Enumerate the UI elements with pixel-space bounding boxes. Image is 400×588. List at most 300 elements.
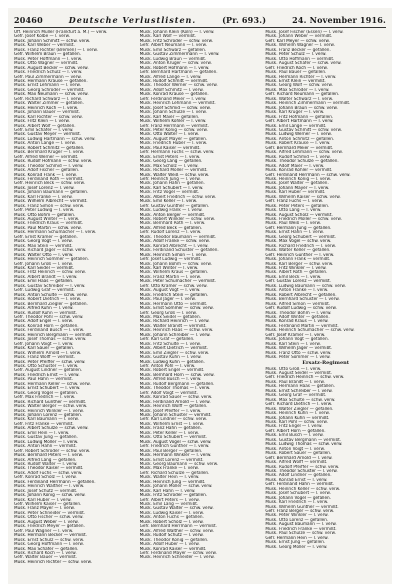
list-entry: Musk. Theodor Schuster — l. verw. (265, 468, 338, 473)
list-entry: Gefr. Johann Groß — l. verw. (14, 261, 73, 266)
list-entry: Gefr. Albert Neumann — l. verw. (139, 43, 208, 48)
list-entry: Musk. Konrad Horn — gefallen. (14, 323, 79, 328)
list-entry: Musk. Adolf Franke — schw. verw. (139, 239, 210, 244)
list-entry: Gefr. Adolf Voigt — vermißt. (139, 390, 198, 395)
list-entry: Musk. Emil Keller — l. verw. (139, 199, 198, 204)
list-entry: Musk. Peter Peters — gefallen. (265, 203, 330, 208)
list-entry: Musk. Otto Hoffmann — vermißt. (265, 56, 335, 61)
list-entry: Musk. Rudolf Pfeiffer — schw. verw. (265, 464, 340, 469)
list-entry: Musk. Friedrich Stein — gefallen. (139, 292, 209, 297)
list-entry: Musk. Hermann Otto — vermißt. (139, 301, 208, 306)
list-entry: Gefr. Paul Wagner — l. verw. (14, 528, 74, 533)
issue-number: (Pr. 693.) (222, 15, 267, 25)
list-entry: Musk. Walter Weiß — schw. verw. (139, 172, 210, 177)
list-entry: Musk. August Schäfer — schw. verw. (265, 61, 342, 66)
list-entry: Gefr. Karl Graf — gefallen. (139, 337, 195, 342)
list-entry: Gefr. Bernhard Meier — vermißt. (265, 145, 334, 150)
list-entry: Musk. Fritz Schröder — gefallen. (139, 493, 208, 498)
list-entry: Musk. Josef Schmid — schw. verw. (139, 105, 211, 110)
list-entry: Musk. Paul Martin — schw. verw. (14, 225, 82, 230)
list-entry: Musk. Theodor Schmid — l. verw. (14, 163, 84, 168)
list-entry: Musk. Gustav Schreiber — l. verw. (14, 283, 86, 288)
list-entry: Musk. Paul Hahn — vermißt. (14, 377, 74, 382)
list-entry: Musk. Alfred Lange — l. verw. (139, 74, 202, 79)
document-page (8, 8, 392, 584)
list-entry: Musk. Peter Schulz — l. verw. (265, 52, 327, 57)
list-entry: Musk. Ludwig Kaiser — l. verw. (139, 510, 205, 515)
list-entry: Musk. Wilhelm Köhler — l. verw. (139, 119, 207, 124)
list-entry: Musk. Richard Heinrich — l. verw. (139, 319, 210, 324)
list-entry: Musk. Hermann Richter — l. verw. (265, 74, 337, 79)
list-entry: Gefr. Richard Schwarz — l. verw. (14, 96, 82, 101)
list-entry: Musk. Franz Otto — schw. verw. (265, 350, 332, 355)
list-entry: Musk. Bernhard Roth — l. verw. (139, 221, 206, 226)
list-entry: Musk. August Mayer — gefallen. (139, 136, 208, 141)
list-entry: Musk. Albert Wolf — gefallen. (14, 123, 76, 128)
list-entry: Gefr. Robert Schröder — schw. verw. (14, 448, 91, 453)
list-entry: Gefr. Paul Zimmermann — verw. (14, 74, 82, 79)
list-entry: Musk. Anton Franke — l. verw. (265, 288, 329, 293)
list-entry: Musk. Ferdinand Arnold — l. verw. (139, 399, 211, 404)
list-entry: Musk. Adolf Schmitz — l. verw. (139, 87, 204, 92)
list-entry: Musk. Ferdinand Roth — vermißt. (14, 176, 84, 181)
list-entry: Musk. Robert Krause — l. verw. (265, 141, 331, 146)
list-entry: Gefr. Gustav Günther — gefallen. (139, 203, 210, 208)
list-entry: Musk. Paul Jäger — l. verw. (139, 297, 196, 302)
list-entry: Musk. August Scholz — vermißt. (265, 212, 333, 217)
list-entry: Musk. Walter Ziegler — gefallen. (265, 406, 334, 411)
list-entry: Musk. Josef Schubert — l. verw. (265, 491, 331, 496)
list-entry: Musk. Robert Scholz — l. verw. (139, 519, 204, 524)
list-entry: Musk. Karl Franke — l. verw. (14, 194, 73, 199)
list-entry: Musk. Emil Busch — l. verw. (265, 433, 324, 438)
section-heading: Ersatz-Regiment (302, 359, 350, 366)
list-entry: Gefr. Fritz Franke — vermißt. (14, 421, 74, 426)
list-entry: Gefr. Richard Neumann — gefallen. (265, 92, 340, 97)
list-entry: Musk. Alfred Lang — gefallen. (14, 457, 77, 462)
list-entry: Musk. Otto Wagner — vermißt. (14, 61, 79, 66)
list-entry: Musk. Heinrich Koch — l. verw. (14, 105, 79, 110)
list-entry: Musk. Wilhelm Kraus — gefallen. (139, 270, 209, 275)
list-entry: Musk. August Vogel — schw. verw. (139, 439, 212, 444)
list-entry: Gefr. Albert Hartmann — l. verw. (265, 119, 334, 124)
list-entry: Musk. Walter Brandt — vermißt. (139, 323, 207, 328)
list-entry: Musk. Anton Berger — vermißt. (139, 212, 206, 217)
list-entry: Musk. Ferdinand Busch — l. verw. (14, 328, 85, 333)
list-entry: Gefr. Hermann Hein — l. verw. (265, 535, 329, 540)
list-entry: Musk. Heinrich Kuhn — l. verw. (265, 411, 330, 416)
list-entry: Musk. Walter Zimmer — gefallen. (14, 101, 84, 106)
list-entry: Gefr. Franz Fuchs — l. verw. (265, 199, 323, 204)
list-entry: Musk. Alfred Simon — vermißt. (265, 301, 331, 306)
list-entry: Musk. Adolf Winter — gefallen. (265, 315, 330, 319)
list-entry: Gefr. Max Friedrich — l. verw. (14, 395, 76, 400)
list-entry: Musk. Franz Wolff — vermißt. (14, 355, 76, 360)
list-entry: Musk. Ludwig Werner — l. verw. (265, 132, 332, 137)
list-entry: Musk. Max Scholz — l. verw. (139, 163, 199, 168)
list-entry: Musk. Otto Fischer — schw. verw. (14, 515, 84, 520)
list-entry: Musk. Otto Groß — l. verw. (265, 366, 322, 371)
list-entry: Gefr. Otto Krämer — schw. verw. (139, 283, 208, 288)
list-entry: Musk. Josef Lorenz — l. verw. (14, 185, 75, 190)
list-entry: Gefr. Emil Schäfer — l. verw. (14, 127, 74, 132)
list-entry: Gefr. Johann Voigt — l. verw. (14, 341, 74, 346)
page-header (14, 14, 386, 26)
list-entry: Musk. Max Neumann — schw. verw. (14, 92, 89, 97)
list-entry: Musk. Richard Möller — vermißt. (139, 168, 208, 173)
list-entry: Gefr. Heinrich Jung — l. verw. (139, 176, 201, 181)
list-entry: Musk. Konrad Ernst — l. verw. (265, 477, 328, 482)
list-entry: Gefr. Josef Krämer — l. verw. (265, 332, 326, 337)
list-entry: Musk. Johann Böhm — schw. verw. (139, 261, 212, 266)
list-entry: Musk. Ferdinand Martin — vermißt. (265, 323, 339, 328)
list-entry: Musk. Theodor Kaiser — vermißt. (14, 466, 84, 471)
list-entry: Musk. Ernst Hahn — l. verw. (265, 230, 324, 235)
list-entry: Musk. Karl Baumann — l. verw. (14, 417, 79, 422)
issue-date: 24. November 1916. (292, 15, 386, 25)
list-entry: Gefr. Bernhard Herrmann — vermißt. (139, 524, 217, 529)
list-entry: Musk. Karl Schubert — l. verw. (139, 185, 204, 190)
list-entry: Musk. Georg Baumann — schw. verw. (139, 461, 219, 466)
list-entry: Gefr. Albert Peters — l. verw. (139, 497, 200, 502)
list-entry: Musk. Gustav Walter — schw. verw. (139, 506, 214, 511)
list-entry: Musk. Heinrich Schumacher — schw. verw. (265, 328, 355, 333)
list-entry: Musk. Johann Lorenz — gefallen. (14, 412, 83, 417)
list-entry: Musk. Karl Maier — gefallen. (139, 114, 200, 119)
list-entry: Musk. Karl Pohl — schw. verw. (265, 419, 328, 424)
list-entry: Musk. Ernst Jung — gefallen. (265, 540, 326, 545)
list-entry: Gefr. Karl Meyer — schw. verw. (265, 38, 330, 43)
list-entry: Musk. Karl Weber — vermißt. (14, 43, 75, 48)
list-entry: Musk. Heinrich Jung — vermißt. (139, 479, 206, 484)
list-entry: Gefr. Ernst Krämer — gefallen. (14, 234, 78, 239)
list-entry: Musk. Max Stein — vermißt. (14, 243, 73, 248)
list-entry: Musk. Wilhelm Arnold — l. verw. (14, 350, 82, 355)
list-entry: Musk. Johann Hahn — gefallen. (139, 181, 205, 186)
list-entry: Musk. Bernhard Horn — schw. verw. (139, 372, 215, 377)
list-entry: Musk. Friedrich Schulz — l. verw. (14, 70, 83, 75)
list-entry: Musk. Richard Günther — vermißt. (14, 399, 87, 404)
list-entry: Musk. Rudolf Walter — l. verw. (14, 461, 78, 466)
list-entry: Musk. Johann König — schw. verw. (14, 493, 86, 498)
list-entry: Musk. Karl Krüger — l. verw. (265, 110, 325, 115)
list-entry: Musk. Richard Koch — l. verw. (14, 551, 77, 556)
list-entry: Musk. Ernst Schreiber — l. verw. (265, 388, 333, 393)
list-entry: Gefr. Bernhard Arnold — l. verw. (265, 455, 333, 460)
list-entry: Musk. Georg Wolf — schw. verw. (265, 83, 333, 88)
list-entry: Musk. Robert Albrecht — gefallen. (265, 292, 337, 297)
list-entry: Gefr. Ferdinand Mayer — schw. verw. (139, 551, 217, 556)
list-entry: Musk. Robert Sauer — gefallen. (265, 451, 332, 456)
list-entry: Musk. Walter Berger — schw. verw. (14, 404, 88, 409)
list-entry: Musk. Johann Schuster — vermißt. (139, 412, 212, 417)
list-entry: Musk. Peter König — schw. verw. (139, 127, 208, 132)
list-entry: Musk. Theodor Böhm — l. verw. (265, 310, 332, 315)
list-entry: Musk. Albert Schulze — schw. verw. (14, 426, 89, 431)
list-entry: Musk. Gustav Meyer — vermißt. (14, 132, 82, 137)
list-entry: Musk. Emil Lang — vermißt. (139, 502, 199, 507)
list-entry: Musk. Karl Wolf — vermißt. (139, 34, 197, 39)
list-entry: Musk. Theodor König — gefallen. (139, 537, 209, 542)
list-entry: Musk. Fritz Engel — l. verw. (265, 424, 323, 429)
column-right (265, 30, 386, 580)
list-entry: Musk. Franz Richter (Bremen) — l. verw. (14, 47, 98, 52)
list-entry: Musk. Konrad Köhler — vermißt. (265, 168, 333, 173)
list-entry: Musk. Heinrich Richter — schw. verw. (14, 559, 93, 564)
list-entry: Gefr. Heinrich Beck — schw. verw. (14, 181, 86, 186)
list-entry: Musk. Karl Huber — l. verw. (14, 497, 72, 502)
list-entry: Musk. Otto Schubert — vermißt. (139, 435, 207, 440)
list-entry: Musk. Hermann Haas — gefallen. (265, 384, 335, 389)
list-entry: Musk. Johann Weber — vermißt. (265, 34, 333, 39)
list-entry: Musk. Georg Lang — gefallen. (139, 159, 203, 164)
list-entry: Musk. Johann Frank — vermißt. (265, 257, 331, 262)
list-entry: Musk. Josef Fischer (Essen) — l. verw. (265, 30, 344, 34)
list-entry: Musk. Johann Schulze — l. verw. (139, 110, 207, 115)
list-entry: Musk. Wilhelm Günther — vermißt. (265, 504, 339, 509)
list-entry: Gefr. Josef Ludwig — vermißt. (139, 257, 202, 262)
list-entry: Gefr. Friedrich Günther — l. verw. (139, 444, 210, 449)
header-rule (14, 27, 386, 28)
list-entry: Musk. Robert Dietrich — l. verw. (14, 297, 82, 302)
list-entry: Musk. Ernst Klein — vermißt. (265, 78, 326, 83)
list-entry: Musk. Walter Otto — l. verw. (14, 252, 74, 257)
list-entry: Musk. Karl Sauer — gefallen. (14, 346, 75, 351)
list-entry: Musk. Paul Bauer — gefallen. (265, 70, 327, 75)
list-entry: Musk. Max Schäfer — gefallen. (14, 546, 79, 551)
list-entry: Gefr. Ludwig Graf — vermißt. (14, 288, 75, 293)
list-entry: Gefr. Wilhelm Braun — gefallen. (14, 52, 81, 57)
list-entry: Musk. Theodor Werner — schw. verw. (139, 83, 218, 88)
list-entry: Musk. Georg Schröder — vermißt. (14, 87, 85, 92)
list-entry: Musk. Max Seidel — gefallen. (139, 315, 201, 319)
list-entry: Musk. Walter Schwarz — l. verw. (265, 96, 334, 101)
list-entry: Musk. Peter Schumacher — vermißt. (139, 279, 216, 284)
list-entry: Musk. Hermann Becker — vermißt. (14, 533, 87, 538)
list-entry: Musk. Ferdinand Herrmann — gefallen. (14, 479, 96, 484)
list-entry: Musk. Fritz Hofmann — gefallen. (265, 114, 334, 119)
list-entry: Musk. Otto Böhm — gefallen. (14, 212, 76, 217)
list-entry: Musk. Paul Weiß — l. verw. (265, 221, 322, 226)
list-entry: Musk. Emil Beck — l. verw. (265, 274, 322, 279)
list-entry: Musk. Fritz Winkler — l. verw. (265, 266, 327, 271)
list-entry: Musk. Fritz Schröder — schw. verw. (139, 38, 213, 43)
list-entry: Musk. Wilhelm Wagner — l. verw. (265, 43, 335, 48)
list-entry: Musk. Georg Schubert — vermißt. (265, 234, 337, 239)
list-entry: Musk. Georg Vogel — gefallen. (14, 390, 79, 395)
list-entry: Musk. Wilhelm Albrecht — vermißt. (14, 199, 88, 204)
list-entry: Musk. Konrad Albrecht — l. verw. (139, 243, 209, 248)
list-entry: Musk. Fritz Heinrich — schw. verw. (14, 270, 86, 275)
list-entry: Musk. Karl Seidel — vermißt. (14, 266, 75, 271)
list-entry: Musk. Rudolf Hofmann — schw. verw. (14, 159, 93, 164)
list-entry: Gefr. Karl Lindner — schw. verw. (139, 417, 208, 422)
list-entry: Musk. Robert Engel — vermißt. (139, 368, 205, 373)
list-entry: Gefr. Friedrich Heinrich — schw. verw. (265, 375, 345, 380)
list-entry: Musk. Franz Hahn — gefallen. (139, 426, 202, 431)
list-entry: Musk. Wilhelm Ernst — l. verw. (139, 421, 204, 426)
list-entry: Musk. Otto Walter — l. verw. (139, 132, 200, 137)
list-entry: Musk. Fritz Vogel — vermißt. (139, 190, 200, 195)
list-entry: Musk. Heinrich Schneider — l. verw. (139, 555, 215, 560)
list-entry: Musk. Albert Friedrich — schw. verw. (139, 194, 217, 199)
list-entry: Gefr. Hermann Fuchs — schw. verw. (139, 150, 215, 155)
list-entry: Musk. Robert Winkler — schw. verw. (139, 217, 215, 222)
list-entry: Musk. Franz Mayer — l. verw. (14, 506, 75, 511)
list-entry: Musk. Anton Krüger — schw. verw. (139, 61, 212, 66)
list-entry: Musk. Karl Stein — l. verw. (265, 341, 321, 346)
list-entry: Musk. Ernst Lehmann — l. verw. (14, 83, 81, 88)
list-entry: Gefr. Peter Ludwig — l. verw. (14, 208, 75, 213)
column-middle (140, 30, 261, 580)
list-entry: Musk. August Baumann — l. verw. (265, 522, 337, 527)
list-entry: Gefr. Franz Berger — schw. verw. (265, 509, 335, 514)
list-entry: Musk. Adolf Maier — l. verw. (265, 163, 325, 168)
list-entry: Musk. Konrad Kraus — l. verw. (265, 319, 329, 324)
list-entry: Musk. Ferdinand Schuster — gefallen. (139, 248, 219, 253)
list-entry: Musk. Ludwig Hartmann — schw. verw. (14, 136, 96, 141)
list-entry: Musk. Heinrich Zimmermann — vermißt. (265, 101, 351, 106)
list-entry: Musk. Karl Winter — l. verw. (139, 266, 199, 271)
list-entry: Musk. Gustav Jung — gefallen. (14, 435, 78, 440)
list-entry: Musk. Gustav Kuhn — l. verw. (139, 355, 202, 360)
list-entry: Musk. Bernhard Schuster — l. verw. (265, 297, 340, 302)
list-entry: Musk. Gustav Zimmermann — l. verw. (139, 52, 220, 57)
list-entry: Musk. Hermann Keller — schw. verw. (14, 381, 91, 386)
list-entry: Musk. Otto Schuster — l. verw. (14, 363, 79, 368)
list-entry: Musk. Heinrich König — l. verw. (265, 176, 331, 181)
list-entry: Musk. Heinrich Lehmann — vermißt. (139, 101, 216, 106)
list-entry: Musk. Bernhard Ziegler — gefallen. (14, 301, 88, 306)
list-entry: Musk. Heinrich Bergmann — vermißt. (14, 332, 93, 337)
list-entry: Gefr. Theodor Pohl — schw. verw. (14, 315, 84, 319)
list-entry: Musk. Heinrich Walther — l. verw. (14, 484, 85, 489)
list-entry: Musk. Albert Dietrich — vermißt. (139, 346, 209, 351)
list-entry: Musk. Alfred Wolff — vermißt. (265, 460, 328, 465)
list-entry: Musk. Rudolf Schütz — l. verw. (139, 533, 204, 538)
list-entry: Musk. Josef Walter — gefallen. (265, 181, 329, 186)
list-entry: Gefr. Wilhelm Kaiser — gefallen. (14, 502, 82, 507)
casualty-columns (14, 30, 386, 580)
list-entry: Musk. Konrad Krause — gefallen. (139, 92, 209, 97)
list-entry: Musk. Johann Mayer — l. verw. (265, 185, 330, 190)
list-entry: Gefr. Alfred Werner — vermißt. (14, 154, 79, 159)
list-entry: Musk. Josef Pfeiffer — l. verw. (139, 408, 202, 413)
list-entry: Musk. Otto Lang — l. verw. (265, 208, 322, 213)
publication-title: Deutsche Verlustlisten. (68, 15, 197, 25)
list-entry: Musk. Paul Berger — gefallen. (139, 448, 203, 453)
list-entry: Musk. Peter Hoffmann — l. verw. (14, 56, 83, 61)
list-entry: Musk. Theodor Baumann — vermißt. (139, 234, 217, 239)
list-entry: Gefr. Georg Groß — l. verw. (139, 310, 197, 315)
list-entry: Musk. Anton Hahn — vermißt. (14, 444, 77, 449)
list-entry: Musk. Robert Hofmann — l. verw. (139, 65, 210, 70)
list-entry: Musk. Franz Becker — gefallen. (265, 47, 331, 52)
list-entry: Musk. Anton Voigt — l. verw. (265, 446, 325, 451)
list-entry: Musk. Richard Jäger — schw. verw. (14, 248, 87, 253)
list-entry: Musk. Konrad Kaiser — vermißt. (139, 546, 207, 551)
list-entry: Musk. Alfred Busch — l. verw. (139, 377, 202, 382)
list-entry: Musk. Heinrich Simon — l. verw. (139, 252, 207, 257)
list-entry: Musk. Karl Berger — schw. verw. (265, 261, 334, 266)
list-entry: Musk. Johann Kühn — vermißt. (265, 415, 330, 420)
list-entry: Musk. Hermann Krause — gefallen. (14, 78, 88, 83)
list-entry: Musk. Walter Hein — l. verw. (139, 475, 200, 480)
list-entry: Musk. Emil Ziegler — schw. verw. (139, 350, 210, 355)
list-entry: Musk. Max Vogel — schw. verw. (265, 239, 332, 244)
list-entry: Musk. Anton Schulte — schw. verw. (14, 292, 88, 297)
list-entry: Musk. Johann Klein (Köln) — l. verw. (139, 30, 215, 34)
list-entry: Musk. Johann Baumann — gefallen. (14, 190, 89, 195)
list-entry: Musk. Paul Brandt — l. verw. (265, 379, 325, 384)
list-entry: Musk. Gustav Bergmann — vermißt. (265, 437, 342, 442)
list-entry: Musk. Rudolf Schmid — l. verw. (265, 154, 331, 159)
list-entry: Musk. August Becker — schw. verw. (14, 65, 89, 70)
list-entry: Musk. Rudolf Kühn — vermißt. (14, 310, 78, 315)
list-entry: Uff. Heinrich Müller (Frankfurt a. M.) — verw. (14, 30, 108, 34)
list-entry: Gefr. Franz Herrmann — vermißt. (139, 123, 209, 128)
column-left (14, 30, 135, 580)
list-entry: Musk. Friedrich Franke — vermißt. (265, 526, 337, 531)
list-entry: Musk. Ludwig Frank — l. verw. (139, 208, 203, 213)
list-entry: Gefr. Hermann Jung — gefallen. (265, 225, 332, 230)
list-entry: Musk. Gustav Schmitt — schw. verw. (265, 127, 342, 132)
list-entry: Musk. Fritz Klein — l. verw. (14, 119, 70, 124)
list-entry: Musk. Walter Keller — gefallen. (265, 248, 331, 253)
list-entry: Gefr. Ferdinand Hahn — vermißt. (265, 482, 335, 487)
list-entry: Musk. Emil Hein — l. verw. (14, 430, 70, 435)
list-entry: Musk. Peter Winkler — l. verw. (265, 513, 329, 518)
list-entry: Musk. Emil Haas — gefallen. (14, 279, 74, 284)
list-entry: Gefr. Richard Dietrich — l. verw. (265, 402, 333, 407)
list-entry: Musk. Karl Friedrich — l. verw. (265, 500, 329, 505)
list-entry: Gefr. Anton Pohl — l. verw. (139, 363, 196, 368)
list-entry: Musk. Friedrich Huber — l. verw. (139, 141, 208, 146)
list-entry: Musk. Friedrich Möller — schw. verw. (265, 217, 342, 222)
list-entry: Musk. Albert Brandt — l. verw. (14, 274, 78, 279)
list-entry: Musk. Rudolf Schmitt — vermißt. (139, 78, 209, 83)
list-entry: Musk. Max Franke — l. verw. (139, 466, 199, 471)
list-entry: Musk. Robert Schmitz — gefallen. (14, 145, 85, 150)
list-entry: Musk. Ludwig Baumann — schw. verw. (265, 283, 346, 288)
list-entry: Musk. Ernst Schulz — schw. verw. (14, 537, 85, 542)
list-entry: Musk. Anton Lange — l. verw. (14, 141, 76, 146)
list-entry: Gefr. Josef Kolbe — l. verw. (14, 34, 70, 39)
list-entry: Musk. Otto Lorenz — gefallen. (265, 517, 329, 522)
list-entry: Musk. Heinrich Sommer — gefallen. (14, 257, 89, 262)
list-entry: Musk. August Weber — l. verw. (14, 519, 79, 524)
list-entry: Gefr. Bernhard Hartmann — gefallen. (139, 70, 218, 75)
list-entry: Gefr. Rudolf Ludwig — schw. verw. (265, 306, 337, 311)
list-entry: Musk. Albert Roth — gefallen. (265, 270, 328, 275)
list-entry: Musk. August Vogt — l. verw. (139, 288, 201, 293)
list-entry: Musk. Richard Friedrich — l. verw. (265, 243, 336, 248)
list-entry: Gefr. Gustav Lorenz — vermißt. (265, 279, 332, 284)
list-entry: Musk. Ernst Schubert — l. verw. (14, 386, 81, 391)
list-entry: Musk. Heinrich Winkler — l. verw. (14, 408, 84, 413)
list-entry: Musk. Friedrich Ernst — l. verw. (14, 372, 80, 377)
list-entry: Musk. Anton Fuchs — gefallen. (139, 515, 204, 520)
list-entry: Musk. Peter Sommer — l. verw. (265, 355, 331, 360)
list-entry: Gefr. Richard Schulze — gefallen. (139, 470, 210, 475)
list-entry: Musk. Ernst Lorenz — vermißt. (139, 457, 204, 462)
list-entry: Musk. Ludwig Möller — l. verw. (14, 439, 79, 444)
list-entry: Musk. Alfred Kuhn — l. verw. (14, 306, 74, 311)
list-entry: Gefr. Ferdinand Herrmann — schw. verw. (265, 172, 351, 177)
list-entry: Gefr. Albert Horn — gefallen. (265, 428, 326, 433)
list-entry: Musk. Friedrich Kraus — vermißt. (14, 221, 84, 226)
list-entry: Musk. Heinrich Haas — schw. verw. (139, 328, 214, 333)
